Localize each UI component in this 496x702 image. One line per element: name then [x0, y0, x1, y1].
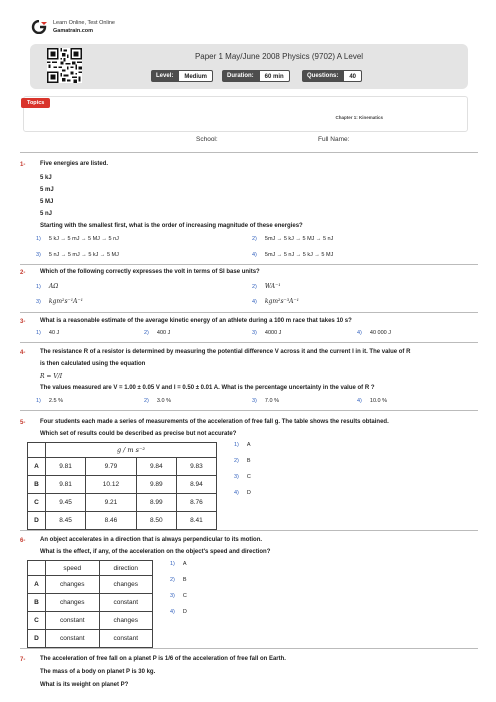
- question-text: What is the effect, if any, of the acceleration on the object's speed and direction?: [40, 549, 271, 555]
- table-row: C 9.45 9.21 8.99 8.76: [28, 494, 217, 512]
- equation: R = V/I: [40, 373, 63, 380]
- table-header: direction: [99, 561, 153, 576]
- brand-tagline: Learn Online, Test Online: [53, 20, 115, 26]
- answer-option[interactable]: 4) 40 000 J: [357, 330, 391, 336]
- answer-option[interactable]: 2) 3.0 %: [144, 398, 171, 404]
- divider: [20, 342, 478, 343]
- question-text: What is its weight on planet P?: [40, 682, 129, 688]
- questions-badge: [302, 70, 362, 82]
- table-header: speed: [46, 561, 100, 576]
- answer-option[interactable]: 4) D: [234, 490, 251, 496]
- table-row: D 8.45 8.46 8.50 8.41: [28, 512, 217, 530]
- divider: [20, 264, 478, 265]
- answer-option[interactable]: 2) B: [234, 458, 251, 464]
- question-text: is then calculated using the equation: [40, 361, 146, 367]
- question-number: 5-: [20, 420, 26, 426]
- list-item: 5 mJ: [40, 187, 54, 193]
- duration-value: 60 min: [259, 70, 290, 82]
- question-text: The resistance R of a resistor is determined by measuring the potential difference V across it and the current I in it. The value of R: [40, 349, 411, 355]
- table-header: g / m s⁻²: [46, 443, 217, 458]
- answer-option[interactable]: 2) B: [170, 577, 187, 583]
- table-row: B changes constant: [28, 594, 153, 612]
- answer-option[interactable]: 1) AΩ: [36, 283, 59, 290]
- question-number: 6-: [20, 538, 26, 544]
- table-row: B 9.81 10.12 9.89 8.94: [28, 476, 217, 494]
- table-row: [28, 561, 153, 576]
- answer-option[interactable]: 3) kgm²s⁻¹A⁻¹: [36, 298, 84, 305]
- level-value: Medium: [178, 70, 213, 82]
- answer-option[interactable]: 4) 5mJ → 5 nJ → 5 kJ → 5 MJ: [252, 252, 334, 258]
- level-badge: [151, 70, 213, 82]
- topics-badge: Topics: [21, 98, 50, 108]
- list-item: 5 MJ: [40, 199, 54, 205]
- question-number: 3-: [20, 319, 26, 325]
- answer-option[interactable]: 3) 4000 J: [252, 330, 282, 336]
- full-name-field: Full Name:: [318, 136, 350, 143]
- answer-option[interactable]: 1) 5 kJ → 5 mJ → 5 MJ → 5 nJ: [36, 236, 119, 242]
- paper-title: Paper 1 May/June 2008 Physics (9702) A Level: [194, 52, 364, 61]
- answer-option[interactable]: 2) WA⁻¹: [252, 283, 281, 290]
- question-text: Four students each made a series of measurements of the acceleration of free fall g. The table shows the results obtained.: [40, 419, 389, 425]
- answer-option[interactable]: 4) 10.0 %: [357, 398, 388, 404]
- effects-table: [27, 560, 153, 648]
- answer-option[interactable]: 3) C: [170, 593, 187, 599]
- answer-option[interactable]: 1) 40 J: [36, 330, 60, 336]
- question-text: The mass of a body on planet P is 30 kg.: [40, 669, 156, 675]
- question-text: The acceleration of free fall on a planet P is 1/6 of the acceleration of free fall on Earth.: [40, 656, 286, 662]
- question-text: Which of the following correctly expresses the volt in terms of SI base units?: [40, 269, 260, 275]
- brand-site[interactable]: Gamatrain.com: [53, 28, 94, 34]
- answer-option[interactable]: 2) 400 J: [144, 330, 171, 336]
- answer-option[interactable]: 4) kgm²s⁻³A⁻¹: [252, 298, 300, 305]
- question-number: 2-: [20, 270, 26, 276]
- question-number: 1-: [20, 162, 26, 168]
- answer-option[interactable]: 1) A: [170, 561, 187, 567]
- topics-panel: [23, 96, 468, 132]
- question-text: What is a reasonable estimate of the average kinetic energy of an athlete during a 100 m race that takes 10 s?: [40, 318, 352, 324]
- question-text: Which set of results could be described as precise but not accurate?: [40, 431, 237, 437]
- topic-chapter[interactable]: Chapter 1: Kinematics: [335, 115, 383, 120]
- school-field: School:: [196, 136, 218, 143]
- divider: [20, 648, 478, 649]
- divider: [20, 312, 478, 313]
- table-row: D constant constant: [28, 630, 153, 648]
- answer-option[interactable]: 3) 5 nJ → 5 mJ → 5 kJ → 5 MJ: [36, 252, 119, 258]
- divider: [20, 530, 478, 531]
- brand: [30, 19, 115, 35]
- question-text: Five energies are listed.: [40, 161, 109, 167]
- duration-badge: [222, 70, 290, 82]
- divider: [20, 152, 478, 153]
- question-text: The values measured are V = 1.00 ± 0.05 V and I = 0.50 ± 0.01 A. What is the percentage uncertainty in the value of R ?: [40, 385, 375, 391]
- question-text: Starting with the smallest first, what is the order of increasing magnitude of these energies?: [40, 223, 303, 229]
- list-item: 5 kJ: [40, 175, 52, 181]
- results-table: [27, 442, 217, 530]
- questions-value: 40: [343, 70, 362, 82]
- table-row: A changes changes: [28, 576, 153, 594]
- answer-option[interactable]: 1) 2.5 %: [36, 398, 63, 404]
- question-text: An object accelerates in a direction that is always perpendicular to its motion.: [40, 537, 263, 543]
- list-item: 5 nJ: [40, 211, 53, 217]
- answer-option[interactable]: 3) 7.0 %: [252, 398, 279, 404]
- paper-header: [30, 44, 468, 89]
- question-number: 7-: [20, 657, 26, 663]
- answer-option[interactable]: 4) D: [170, 609, 187, 615]
- answer-option[interactable]: 3) C: [234, 474, 251, 480]
- qr-code-icon[interactable]: [47, 48, 82, 83]
- table-row: C constant changes: [28, 612, 153, 630]
- level-label: Level:: [151, 70, 178, 82]
- answer-option[interactable]: 1) A: [234, 442, 251, 448]
- question-number: 4-: [20, 350, 26, 356]
- questions-label: Questions:: [302, 70, 343, 82]
- answer-option[interactable]: 2) 5mJ → 5 kJ → 5 MJ → 5 nJ: [252, 236, 334, 242]
- gamatrain-logo-icon: [30, 20, 48, 34]
- duration-label: Duration:: [222, 70, 259, 82]
- table-row: A 9.81 9.79 9.84 9.83: [28, 458, 217, 476]
- divider: [20, 410, 478, 411]
- table-row: [28, 443, 217, 458]
